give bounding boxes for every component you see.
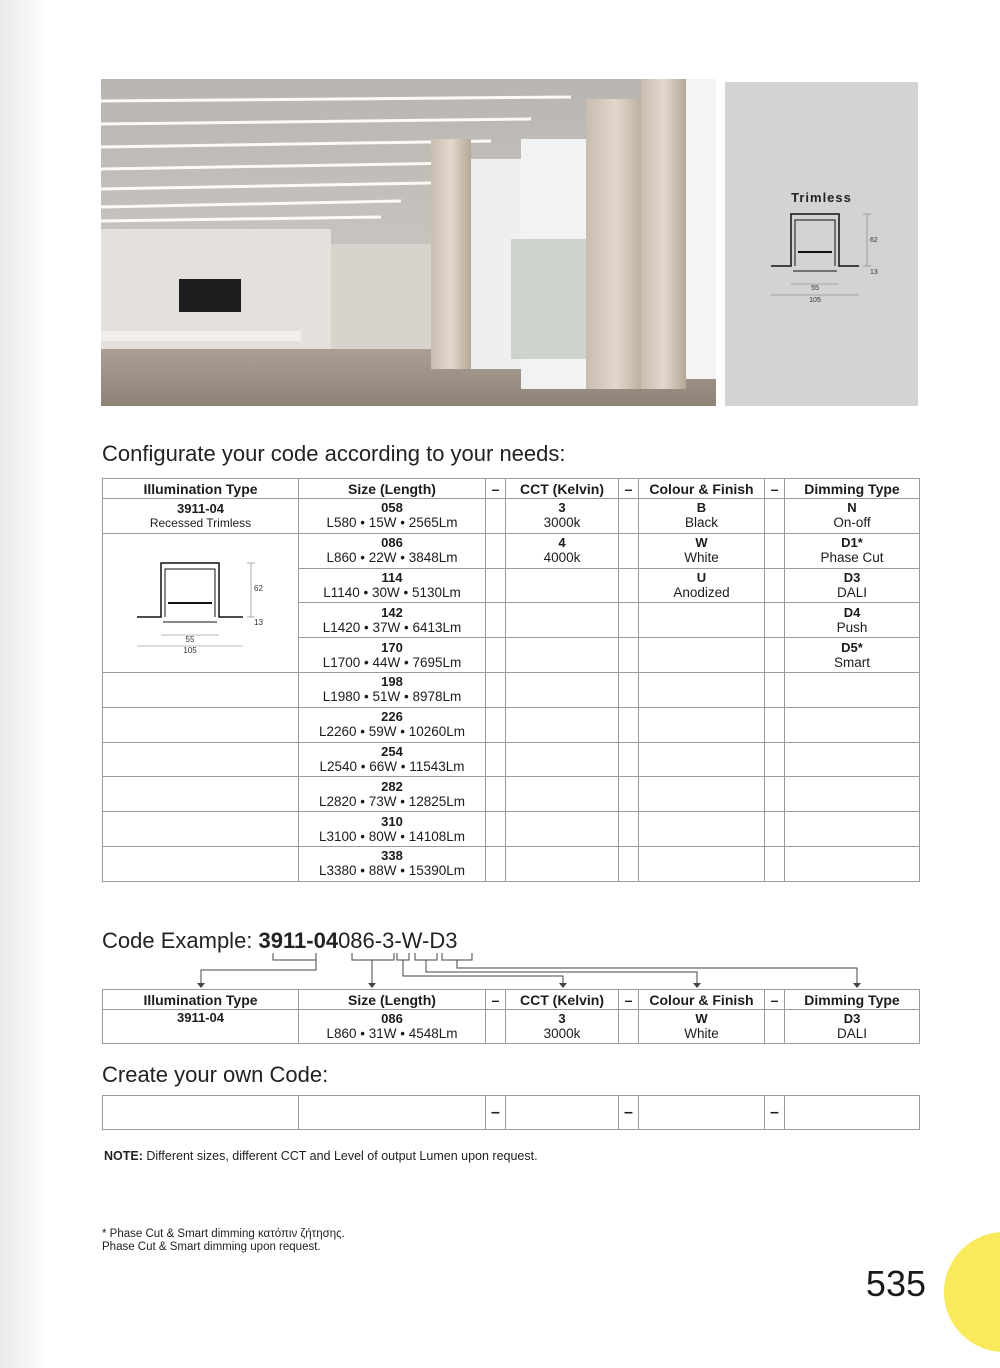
page-edge-shade bbox=[0, 0, 48, 1368]
trimless-profile-card bbox=[725, 82, 918, 406]
diagram-dim-outer: 105 bbox=[182, 646, 197, 656]
example-illumination-cell: 3911-04 bbox=[103, 1010, 299, 1044]
table-row bbox=[103, 812, 920, 847]
header-size: Size (Length) bbox=[299, 479, 486, 499]
size-cell: 226 L2260 • 59W • 10260Lm bbox=[299, 707, 486, 742]
note bbox=[104, 1149, 538, 1163]
size-cell: 254 L2540 • 66W • 11543Lm bbox=[299, 742, 486, 777]
note-label: NOTE: bbox=[104, 1149, 143, 1163]
create-dash: – bbox=[486, 1096, 506, 1130]
header-illumination: Illumination Type bbox=[103, 990, 299, 1010]
create-dimming-field[interactable] bbox=[785, 1096, 920, 1130]
dimming-cell: D5* Smart bbox=[785, 638, 920, 673]
diagram-dim-inner: 55 bbox=[185, 635, 194, 645]
illumination-diagram-cell bbox=[103, 533, 299, 672]
trimless-title: Trimless bbox=[791, 190, 852, 205]
page-number-circle bbox=[944, 1232, 1000, 1352]
header-dash: – bbox=[765, 479, 785, 499]
size-cell: 170 L1700 • 44W • 7695Lm bbox=[299, 638, 486, 673]
table-row bbox=[103, 846, 920, 881]
header-size: Size (Length) bbox=[299, 990, 486, 1010]
size-cell: 310 L3100 • 80W • 14108Lm bbox=[299, 812, 486, 847]
example-cct-cell: 3 3000k bbox=[506, 1010, 619, 1044]
footnote bbox=[102, 1228, 345, 1254]
code-example-rest: 086-3-W-D3 bbox=[338, 928, 458, 953]
example-dimming-cell: D3 DALI bbox=[785, 1010, 920, 1044]
header-dash: – bbox=[619, 990, 639, 1010]
illumination-cell bbox=[103, 499, 299, 534]
trim-dim-inner: 55 bbox=[811, 285, 819, 292]
code-example-arrows-icon bbox=[0, 950, 1000, 990]
header-cct: CCT (Kelvin) bbox=[506, 990, 619, 1010]
header-dash: – bbox=[486, 990, 506, 1010]
table-header-row bbox=[103, 990, 920, 1010]
dimming-cell: N On-off bbox=[785, 499, 920, 534]
trim-dim-height: 62 bbox=[870, 237, 878, 244]
colour-cell: B Black bbox=[639, 499, 765, 534]
header-illumination: Illumination Type bbox=[103, 479, 299, 499]
cct-cell: 4 4000k bbox=[506, 533, 619, 568]
cct-cell: 3 3000k bbox=[506, 499, 619, 534]
example-colour-cell: W White bbox=[639, 1010, 765, 1044]
create-code-heading: Create your own Code: bbox=[102, 1062, 329, 1087]
create-size-field[interactable] bbox=[299, 1096, 486, 1130]
interior-room-photo bbox=[101, 79, 716, 406]
size-cell: 114 L1140 • 30W • 5130Lm bbox=[299, 568, 486, 603]
size-cell: 338 L3380 • 88W • 15390Lm bbox=[299, 846, 486, 881]
dimming-cell: D1* Phase Cut bbox=[785, 533, 920, 568]
interior-photo-icon bbox=[101, 79, 716, 406]
footnote-line-1: * Phase Cut & Smart dimming κατόπιν ζήτησης. bbox=[102, 1228, 345, 1240]
header-dimming: Dimming Type bbox=[785, 479, 920, 499]
table-row bbox=[103, 672, 920, 707]
note-text: Different sizes, different CCT and Level of output Lumen upon request. bbox=[142, 1149, 538, 1163]
illumination-code: 3911-04 bbox=[177, 500, 224, 516]
table-row bbox=[103, 742, 920, 777]
create-colour-field[interactable] bbox=[639, 1096, 765, 1130]
colour-cell: W White bbox=[639, 533, 765, 568]
size-cell: 142 L1420 • 37W • 6413Lm bbox=[299, 603, 486, 638]
code-example-label: Code Example: bbox=[102, 928, 259, 953]
diagram-dim-height: 62 bbox=[253, 584, 263, 594]
dimming-cell: D3 DALI bbox=[785, 568, 920, 603]
configuration-table bbox=[102, 478, 920, 882]
configure-heading: Configurate your code according to your needs: bbox=[102, 441, 566, 466]
trimless-profile-diagram-icon bbox=[765, 208, 905, 308]
profile-section-diagram-icon bbox=[131, 545, 271, 655]
table-row bbox=[103, 1096, 920, 1130]
create-dash: – bbox=[765, 1096, 785, 1130]
create-cct-field[interactable] bbox=[506, 1096, 619, 1130]
table-row bbox=[103, 777, 920, 812]
header-dimming: Dimming Type bbox=[785, 990, 920, 1010]
page-number: 535 bbox=[865, 1263, 926, 1304]
create-dash: – bbox=[619, 1096, 639, 1130]
trim-dim-flange: 13 bbox=[870, 269, 878, 276]
size-cell: 198 L1980 • 51W • 8978Lm bbox=[299, 672, 486, 707]
trim-dim-outer: 105 bbox=[809, 297, 821, 304]
code-example-table bbox=[102, 989, 920, 1044]
illumination-desc: Recessed Trimless bbox=[149, 515, 252, 530]
footnote-line-2: Phase Cut & Smart dimming upon request. bbox=[102, 1241, 321, 1253]
code-example-bold: 3911-04 bbox=[258, 928, 339, 953]
table-header-row bbox=[103, 479, 920, 499]
table-row bbox=[103, 499, 920, 534]
header-colour: Colour & Finish bbox=[639, 990, 765, 1010]
header-dash: – bbox=[765, 990, 785, 1010]
create-code-table bbox=[102, 1095, 920, 1130]
header-colour: Colour & Finish bbox=[639, 479, 765, 499]
size-cell: 282 L2820 • 73W • 12825Lm bbox=[299, 777, 486, 812]
example-size-cell: 086 L860 • 31W • 4548Lm bbox=[299, 1010, 486, 1044]
colour-cell: U Anodized bbox=[639, 568, 765, 603]
size-cell: 086 L860 • 22W • 3848Lm bbox=[299, 533, 486, 568]
header-dash: – bbox=[486, 479, 506, 499]
header-cct: CCT (Kelvin) bbox=[506, 479, 619, 499]
table-row bbox=[103, 1010, 920, 1044]
table-row bbox=[103, 707, 920, 742]
dimming-cell: D4 Push bbox=[785, 603, 920, 638]
header-dash: – bbox=[619, 479, 639, 499]
create-illumination-field[interactable] bbox=[103, 1096, 299, 1130]
table-row bbox=[103, 533, 920, 568]
diagram-dim-flange: 13 bbox=[253, 618, 263, 628]
size-cell: 058 L580 • 15W • 2565Lm bbox=[299, 499, 486, 534]
